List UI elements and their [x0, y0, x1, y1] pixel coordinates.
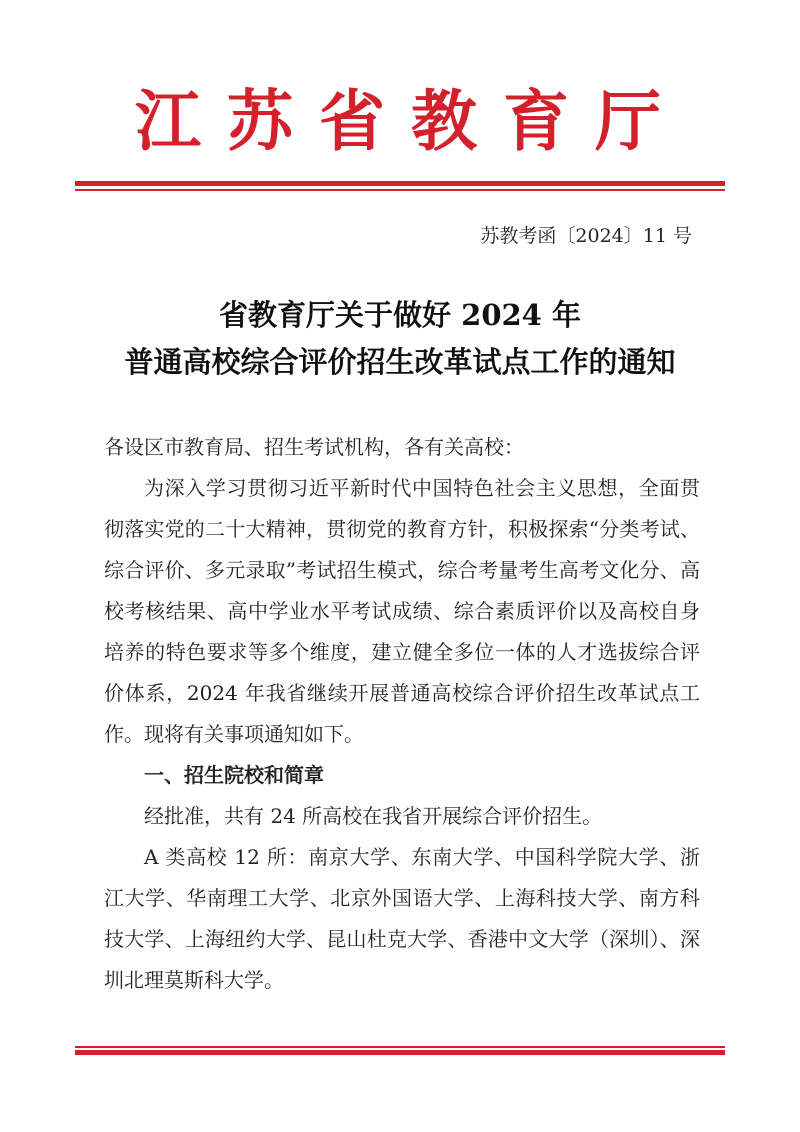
footer-divider-thick	[75, 1050, 725, 1055]
document-title-line2: 普通高校综合评价招生改革试点工作的通知	[124, 345, 676, 379]
footer-divider-thin	[75, 1046, 725, 1048]
header-divider-thin	[75, 189, 725, 191]
issuing-authority-header: 江苏省教育厅	[135, 82, 687, 160]
section-heading: 一、招生院校和简章	[144, 763, 324, 787]
document-number: 苏教考函〔2024〕11 号	[480, 225, 692, 247]
document-title-line1: 省教育厅关于做好 2024 年	[219, 298, 581, 332]
intro-paragraph: 为深入学习贯彻习近平新时代中国特色社会主义思想，全面贯彻落实党的二十大精神，贯彻党的教育方针，积极探索“分类考试、综合评价、多元录取”考试招生模式，综合考量考生高考文化分、高校考核结果、高中学业水平考试成绩、综合素质评价以及高校自身培养的特色要求等多个维度，建立健全多位一体的人才选拔综合评价体系，2024 年我省继续开展普通高校综合评价招生改革试点工作。现将有关事项通知如下。	[104, 476, 700, 746]
document-body	[104, 427, 700, 1001]
section-paragraph: 经批准，共有 24 所高校在我省开展综合评价招生。	[144, 804, 603, 828]
salutation: 各设区市教育局、招生考试机构，各有关高校：	[104, 435, 524, 459]
section-paragraph-universities: A 类高校 12 所：南京大学、东南大学、中国科学院大学、浙江大学、华南理工大学、北京外国语大学、上海科技大学、南方科技大学、上海纽约大学、昆山杜克大学、香港中文大学（深圳）、深圳北理莫斯科大学。	[104, 845, 700, 992]
header-divider-thick	[75, 181, 725, 186]
